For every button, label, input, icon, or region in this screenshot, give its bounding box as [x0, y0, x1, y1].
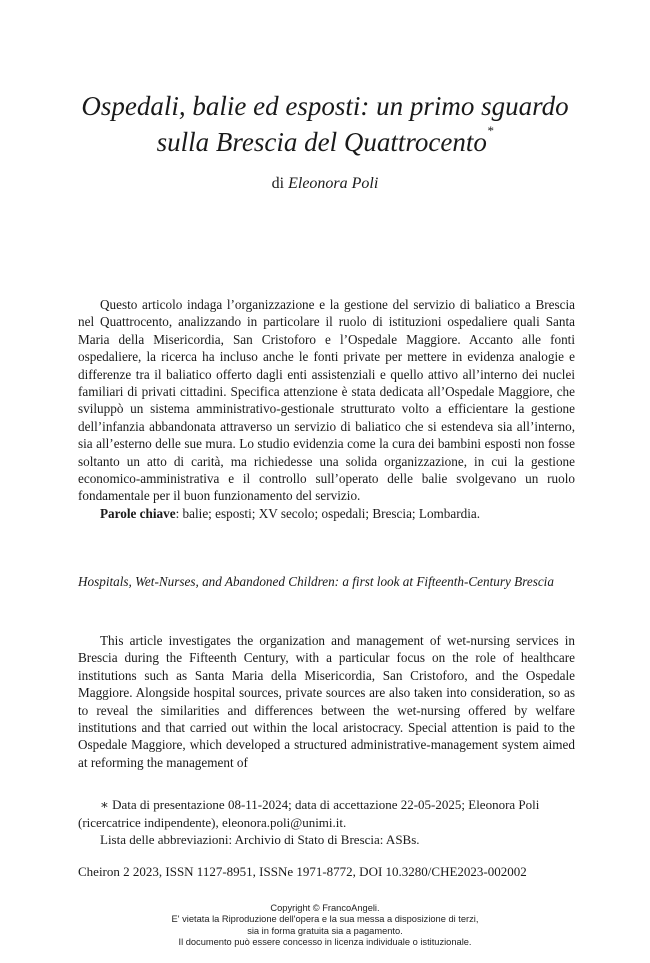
abstract-italian — [78, 296, 575, 522]
title-line-2: sulla Brescia del Quattrocento — [156, 127, 487, 157]
english-title: Hospitals, Wet-Nurses, and Abandoned Children: a first look at Fifteenth-Century Brescia — [78, 574, 554, 589]
footnote — [78, 796, 575, 849]
footnote-abbreviations: Lista delle abbreviazioni: Archivio di Stato di Brescia: ASBs. — [100, 832, 420, 847]
copyright-line-1: Copyright © FrancoAngeli. — [270, 903, 380, 913]
byline — [60, 175, 590, 193]
abstract-english-text: This article investigates the organization and management of wet-nursing services in Brescia during the Fifteenth Century, with a particular focus on the role of healthcare institutions such as Santa Maria della Misericordia, San Cristoforo, and the Ospedale Maggiore. Alongside hospital sources, private sources are also taken into consideration, so as to reveal the similarities and differences between the wet-nursing offered by welfare institutions and that carried out within the local aristocracy. Special attention is paid to the Ospedale Maggiore, which developed a structured administrative-management system aimed at reforming the management of — [78, 633, 575, 770]
copyright-notice — [0, 903, 650, 948]
byline-prefix: di — [271, 175, 285, 192]
keywords — [78, 505, 575, 522]
copyright-line-3: sia in forma gratuita sia a pagamento. — [247, 925, 403, 936]
footnote-dates: ∗ Data di presentazione 08-11-2024; data di accettazione 22-05-2025; Eleonora Poli (ricercatrice indipendente), eleonora.poli@unimi.it. — [78, 797, 540, 830]
copyright-line-4: Il documento può essere concesso in licenza individuale o istituzionale. — [178, 936, 472, 947]
journal-citation: Cheiron 2 2023, ISSN 1127-8951, ISSNe 1971-8772, DOI 10.3280/CHE2023-002002 — [78, 864, 527, 879]
keywords-label: Parole chiave — [100, 505, 176, 521]
copyright-line-2: E' vietata la Riproduzione dell'opera e la sua messa a disposizione di terzi, — [171, 914, 479, 925]
title-line-1: Ospedali, balie ed esposti: un primo sguardo — [81, 91, 569, 121]
author-name: Eleonora Poli — [288, 175, 379, 192]
article-title — [60, 88, 590, 160]
keywords-list: : balie; esposti; XV secolo; ospedali; Brescia; Lombardia. — [175, 505, 481, 521]
abstract-italian-text: Questo articolo indaga l’organizzazione e la gestione del servizio di baliatico a Brescia nel Quattrocento, analizzando in particolare il ruolo di istituzioni ospedaliere quali Santa Maria della Misericordia, San Cristoforo e l’Ospedale Maggiore. Accanto alle fonti ospedaliere, la ricerca ha incluso anche le fonti private per mettere in evidenza analogie e differenze tra il baliatico offerto dagli enti assistenziali e quello attivo all’interno dei nuclei familiari di privati cittadini. Specifica attenzione è stata dedicata all’Ospedale Maggiore, che sviluppò un sistema amministrativo-gestionale strutturato volto a efficientare la gestione dell’infanzia abbandonata attraverso un servizio di baliatico che si estendeva sia all’interno, sia all’esterno delle sue mura. Lo studio evidenzia come la cura dei bambini esposti non fosse soltanto un atto di carità, ma richiedesse una solida organizzazione, in cui la gestione economico-amministrativa e il controllo sull’operato delle balie svolgevano un ruolo fondamentale per il buon funzionamento del servizio. — [78, 297, 575, 504]
title-footnote-mark: * — [486, 123, 494, 138]
abstract-english — [78, 632, 575, 771]
